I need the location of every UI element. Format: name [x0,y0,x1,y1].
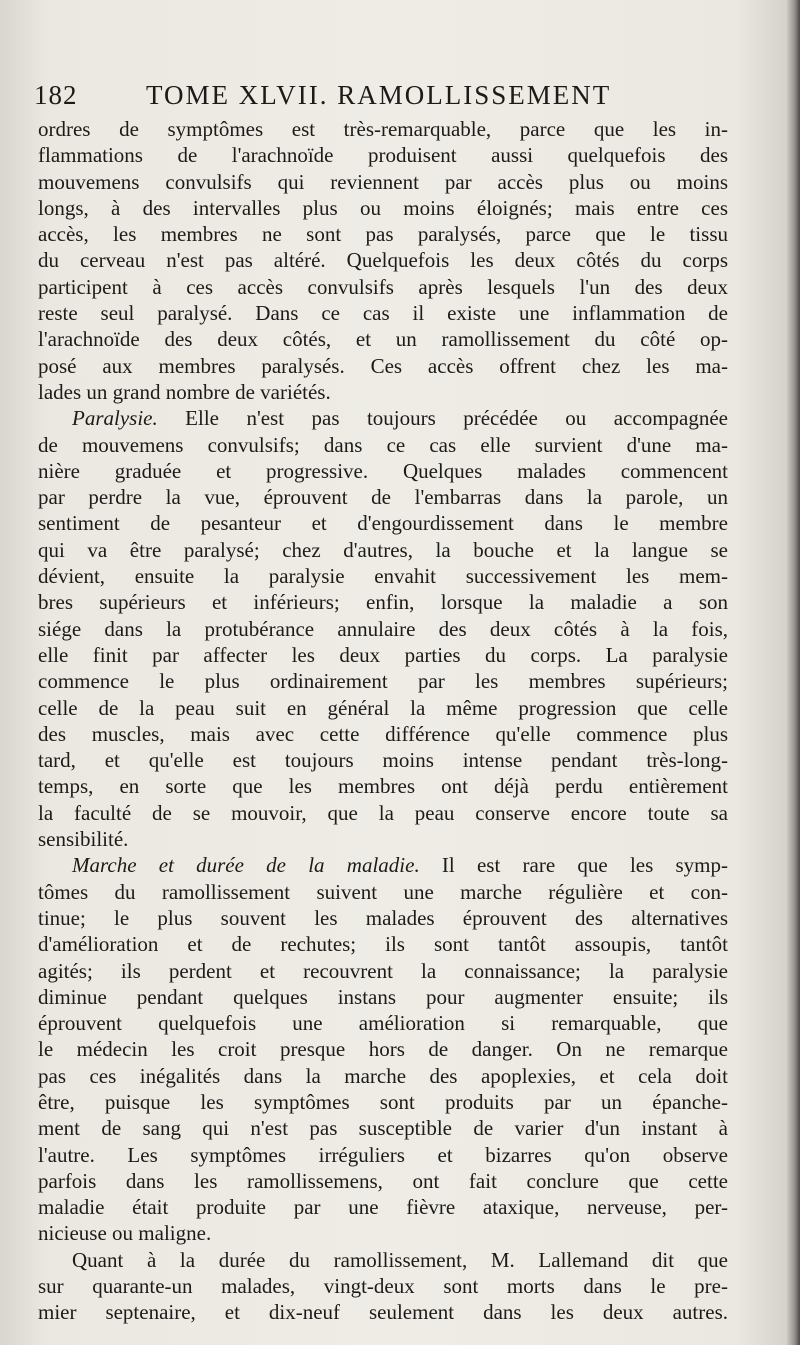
text-line: qui va être paralysé; chez d'autres, la bouche et la langue se [38,537,728,562]
page-gutter-shadow [786,0,800,1345]
text-line: flammations de l'arachnoïde produisent aussi quelquefois des [38,143,728,168]
text-line: posé aux membres paralysés. Ces accès offrent chez les ma- [38,353,728,378]
page-header [34,80,734,120]
paragraph-first-line [38,852,728,878]
text-line: tômes du ramollissement suivent une marche régulière et con- [38,879,728,904]
text-line: l'autre. Les symptômes irréguliers et bizarres qu'on observe [38,1142,728,1167]
text-line: d'amélioration et de rechutes; ils sont tantôt assoupis, tantôt [38,932,728,957]
section-heading-marche: Marche et durée de la maladie. [72,853,420,878]
text-line: ment de sang qui n'est pas susceptible de varier d'un instant à [38,1116,728,1141]
text-line: sentiment de pesanteur et d'engourdissement dans le membre [38,511,728,536]
text-line: nicieuse ou maligne. [38,1221,212,1246]
text-line: commence le plus ordinairement par les membres supérieurs; [38,669,728,694]
text-line: nière graduée et progressive. Quelques malades commencent [38,458,728,483]
text-line: pas ces inégalités dans la marche des apoplexies, et cela doit [38,1063,728,1088]
text-line: participent à ces accès convulsifs après lesquels l'un des deux [38,274,728,299]
paragraph-first-line [38,405,728,431]
text-line: maladie était produite par une fièvre ataxique, nerveuse, per- [38,1195,728,1220]
text-line: reste seul paralysé. Dans ce cas il existe une inflammation de [38,301,728,326]
text-line: lades un grand nombre de variétés. [38,379,331,404]
text-line: le médecin les croit presque hors de danger. On ne remarque [38,1037,728,1062]
text-line: l'arachnoïde des deux côtés, et un ramollissement du côté op- [38,327,728,352]
text-line: ordres de symptômes est très-remarquable, parce que les in- [38,117,728,141]
text-line: sensibilité. [38,827,129,852]
text-line: bres supérieurs et inférieurs; enfin, lorsque la maladie a son [38,590,728,615]
text-line: diminue pendant quelques instans pour augmenter ensuite; ils [38,984,728,1009]
text-line: mier septenaire, et dix-neuf seulement dans les deux autres. [38,1300,728,1325]
text-line: siége dans la protubérance annulaire des deux côtés à la fois, [38,616,728,641]
text-line: accès, les membres ne sont pas paralysés, parce que le tissu [38,222,728,247]
text-line: par perdre la vue, éprouvent de l'embarras dans la parole, un [38,485,728,510]
text-line: tard, et qu'elle est toujours moins intense pendant très-long- [38,748,728,773]
text-line: longs, à des intervalles plus ou moins éloignés; mais entre ces [38,195,728,220]
page-number: 182 [34,80,78,110]
text-line: parfois dans les ramollissemens, ont fait conclure que cette [38,1168,728,1193]
paragraph-first-line: Quant à la durée du ramollissement, M. Lallemand dit que [72,1247,728,1272]
text-line: temps, en sorte que les membres ont déjà perdu entièrement [38,774,728,799]
text-line: agités; ils perdent et recouvrent la connaissance; la paralysie [38,958,728,983]
text-line: du cerveau n'est pas altéré. Quelquefois les deux côtés du corps [38,248,728,273]
text-line: des muscles, mais avec cette différence qu'elle commence plus [38,721,728,746]
text-line: de mouvemens convulsifs; dans ce cas elle survient d'une ma- [38,432,728,457]
text-run: Il est rare que les symp- [419,853,728,878]
text-line: celle de la peau suit en général la même progression que celle [38,695,728,720]
text-line: la faculté de se mouvoir, que la peau conserve encore toute sa [38,800,728,825]
text-run: Elle n'est pas toujours précédée ou accompagnée [157,406,728,431]
text-line: tinue; le plus souvent les malades éprouvent des alternatives [38,905,728,930]
text-line: éprouvent quelquefois une amélioration si remarquable, que [38,1011,728,1036]
running-title: TOME XLVII. RAMOLLISSEMENT [146,80,612,110]
text-line: mouvemens convulsifs qui reviennent par accès plus ou moins [38,169,728,194]
text-line: dévient, ensuite la paralysie envahit successivement les mem- [38,564,728,589]
body-text [38,116,728,1326]
section-heading-paralysie: Paralysie. [72,406,158,431]
text-line: sur quarante-un malades, vingt-deux sont morts dans le pre- [38,1274,728,1299]
text-line: être, puisque les symptômes sont produits par un épanche- [38,1089,728,1114]
text-line: elle finit par affecter les deux parties du corps. La paralysie [38,642,728,667]
